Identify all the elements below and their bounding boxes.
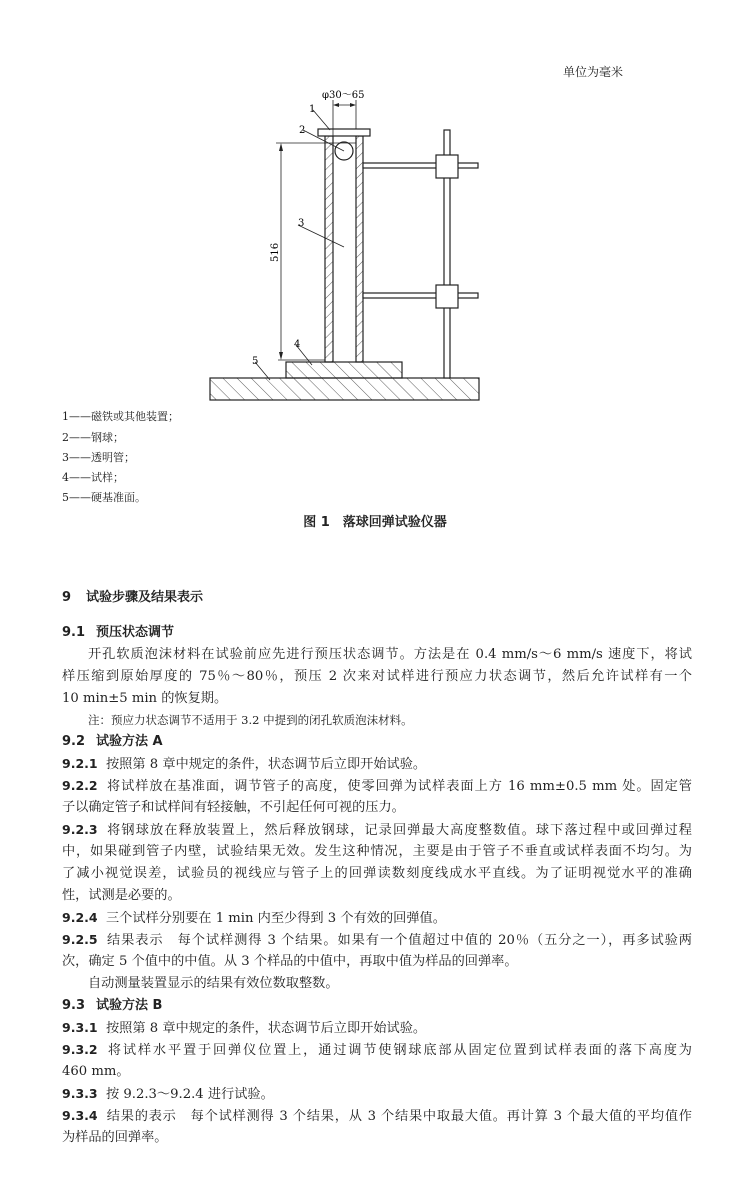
text-line: 性，试测是必要的。 xyxy=(62,888,181,903)
text-line: 10 min±5 min 的恢复期。 xyxy=(62,691,228,706)
clause xyxy=(62,1085,692,1104)
text-line: 按 9.2.3～9.2.4 进行试验。 xyxy=(106,1087,274,1102)
legend-item: 4——试样； xyxy=(62,471,124,484)
text-line: 子以确定管子和试样间有轻接触，不引起任何可视的压力。 xyxy=(62,800,405,815)
clause-number: 9.3.4 xyxy=(62,1108,98,1123)
tube-right-wall xyxy=(356,136,363,362)
text-line: 结果的表示 每个试样测得 3 个结果，从 3 个结果中取最大值。再计算 3 个最大值的平均值作 xyxy=(106,1109,692,1124)
clamp xyxy=(436,155,458,178)
section-heading xyxy=(62,589,692,607)
subsection-heading xyxy=(62,624,692,642)
clause xyxy=(62,755,692,774)
text-line: 自动测量装置显示的结果有效位数取整数。 xyxy=(88,976,339,991)
clause xyxy=(62,909,692,928)
section-number: 9 xyxy=(62,590,72,605)
legend-item: 2——钢球； xyxy=(62,431,124,444)
diameter-label: φ30～65 xyxy=(322,90,365,101)
legend-item: 1——磁铁或其他装置； xyxy=(62,410,179,423)
section-title: 试验方法 A xyxy=(96,734,163,749)
part-number-3: 3 xyxy=(298,218,305,229)
legend-item: 3——透明管； xyxy=(62,451,135,464)
text-line: 将试样放在基准面，调节管子的高度，使零回弹为试样表面上方 16 mm±0.5 mm 处。固定管 xyxy=(106,779,692,794)
legend-item: 5——硬基准面。 xyxy=(62,491,146,504)
part-number-4: 4 xyxy=(294,339,301,350)
part-number-5: 5 xyxy=(252,356,259,367)
clause xyxy=(62,1041,692,1060)
section-number: 9.1 xyxy=(62,625,86,640)
figure-caption: 图 1 落球回弹试验仪器 xyxy=(303,515,447,530)
clause-number: 9.2.5 xyxy=(62,932,98,947)
clause-number: 9.3.1 xyxy=(62,1020,98,1035)
section-number: 9.3 xyxy=(62,998,86,1013)
clause-number: 9.2.3 xyxy=(62,822,98,837)
specimen xyxy=(286,362,402,378)
tube-left-wall xyxy=(325,136,333,362)
text-line: 三个试样分别要在 1 min 内至少得到 3 个有效的回弹值。 xyxy=(106,911,446,926)
clause-number: 9.3.2 xyxy=(62,1042,98,1057)
drop-ball-apparatus-diagram xyxy=(0,0,750,410)
section-title: 试验步骤及结果表示 xyxy=(86,590,204,605)
part-number-1: 1 xyxy=(309,104,316,115)
section-number: 9.2 xyxy=(62,734,86,749)
height-label: 516 xyxy=(270,242,281,262)
text-line: 次，确定 5 个值中的中值。从 3 个样品的中值中，再取中值为样品的回弹率。 xyxy=(62,954,518,969)
clause xyxy=(62,821,692,840)
clause xyxy=(62,931,692,950)
section-title: 预压状态调节 xyxy=(96,625,175,640)
text-line: 将试样水平置于回弹仪位置上，通过调节使钢球底部从固定位置到试样表面的落下高度为 xyxy=(106,1043,692,1058)
text-line: 样压缩到原始厚度的 75％～80％，预压 2 次来对试样进行预应力状态调节，然后允许试样有一个 xyxy=(62,669,692,684)
section-title: 试验方法 B xyxy=(96,998,163,1013)
text-line: 按照第 8 章中规定的条件，状态调节后立即开始试验。 xyxy=(106,757,427,772)
clamp xyxy=(436,285,458,308)
subsection-heading xyxy=(62,733,692,751)
clause-number: 9.2.2 xyxy=(62,778,98,793)
magnet-device xyxy=(318,129,370,136)
text-line: 按照第 8 章中规定的条件，状态调节后立即开始试验。 xyxy=(106,1021,427,1036)
text-line: 将钢球放在释放装置上，然后释放钢球，记录回弹最大高度整数值。球下落过程中或回弹过程 xyxy=(106,823,692,838)
text-line: 开孔软质泡沫材料在试验前应先进行预压状态调节。方法是在 0.4 mm/s～6 mm/s 速度下，将试 xyxy=(88,647,692,662)
clause-number: 9.2.1 xyxy=(62,756,98,771)
clause xyxy=(62,1107,692,1126)
clause xyxy=(62,1019,692,1038)
text-line: 结果表示 每个试样测得 3 个结果。如果有一个值超过中值的 20％（五分之一），再多试验两 xyxy=(106,933,692,948)
clause-number: 9.3.3 xyxy=(62,1086,98,1101)
subsection-heading xyxy=(62,997,692,1015)
part-number-2: 2 xyxy=(299,125,306,136)
unit-note: 单位为毫米 xyxy=(563,65,624,79)
hard-base-surface xyxy=(210,378,479,400)
text-line: 460 mm。 xyxy=(62,1064,130,1079)
text-line: 了减小视觉误差，试验员的视线应与管子上的回弹读数刻度线成水平直线。为了证明视觉水平的准确 xyxy=(62,866,692,881)
text-line: 中，如果碰到管子内壁，试验结果无效。发生这种情况，主要是由于管子不垂直或试样表面不均匀。为 xyxy=(62,844,692,859)
clause-number: 9.2.4 xyxy=(62,910,98,925)
clause xyxy=(62,777,692,796)
note: 注：预应力状态调节不适用于 3.2 中提到的闭孔软质泡沫材料。 xyxy=(88,713,413,727)
text-line: 为样品的回弹率。 xyxy=(62,1130,168,1145)
